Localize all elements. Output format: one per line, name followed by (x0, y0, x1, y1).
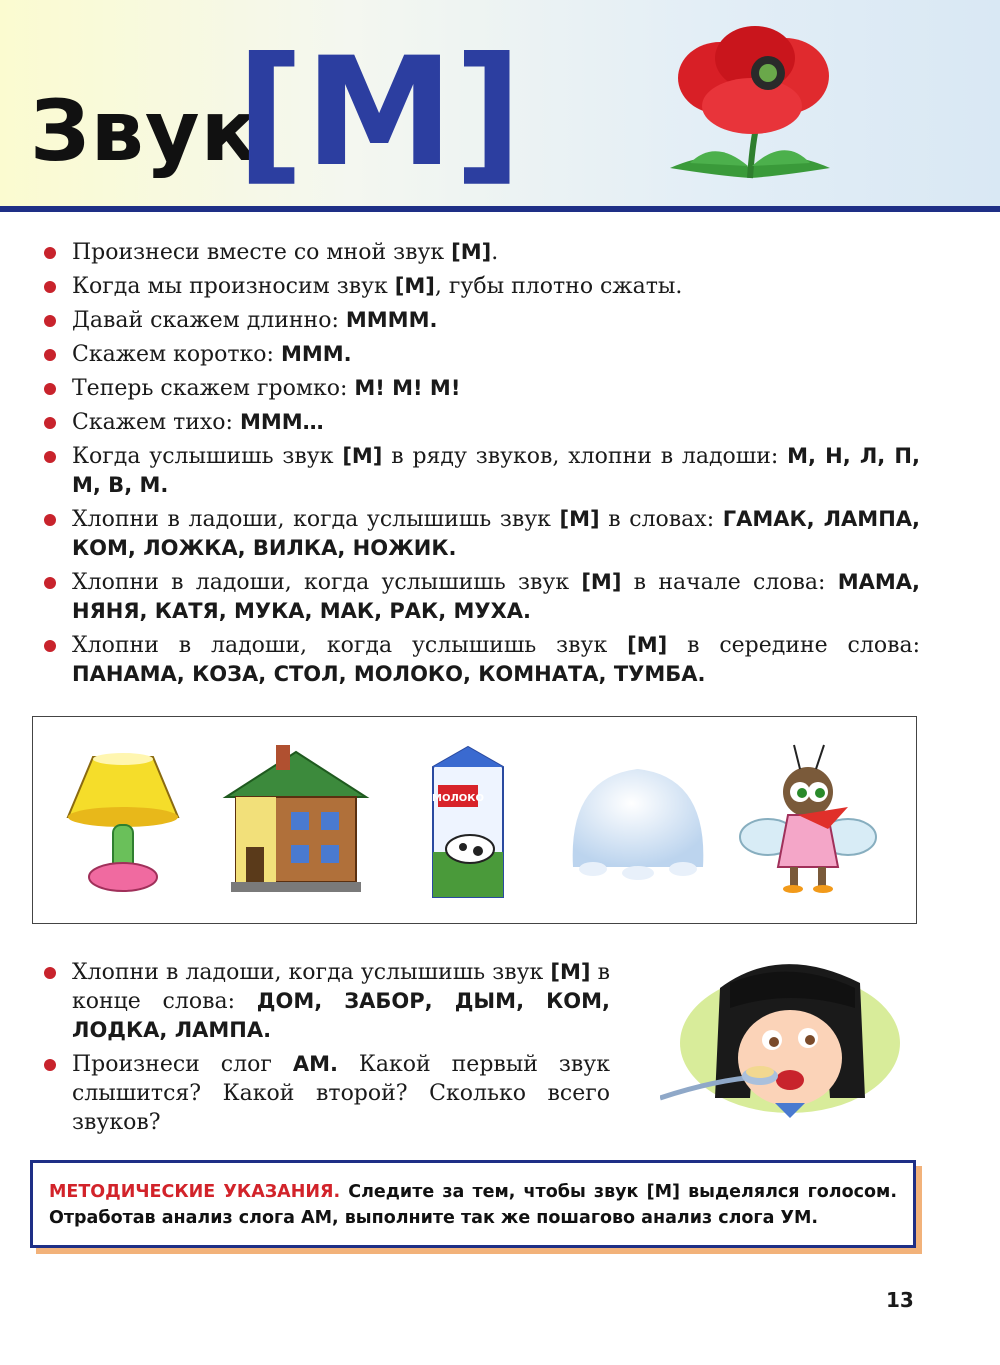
girl-eating-image (660, 948, 900, 1118)
lamp-image (63, 737, 183, 907)
note-body: Следите за тем, чтобы звук [М] выделялся голосом. Отработав анализ слога АМ, выполните так же пошагово анализ слога УМ. (49, 1182, 897, 1228)
bullet-icon (44, 451, 56, 463)
fly-image (738, 737, 878, 912)
task-item: Хлопни в ладоши, когда услышишь звук [М] в конце слова: ДОМ, ЗАБОР, ДЫМ, КОМ, ЛОДКА, ЛАМПА. (40, 958, 610, 1045)
note-text (49, 1179, 897, 1231)
task-list (40, 238, 920, 694)
page-number: 13 (886, 1288, 914, 1312)
task-item: Хлопни в ладоши, когда услышишь звук [М] в начале слова: МАМА, НЯНЯ, КАТЯ, МУКА, МАК, РАК, МУХА. (40, 568, 920, 626)
header-rule (0, 206, 1000, 212)
bullet-icon (44, 967, 56, 979)
title-sound: [М] (236, 26, 523, 200)
task-item: Давай скажем длинно: ММММ. (40, 306, 920, 335)
bullet-icon (44, 281, 56, 293)
bullet-icon (44, 640, 56, 652)
poppy-flower-image (660, 18, 840, 190)
bullet-icon (44, 247, 56, 259)
bullet-icon (44, 417, 56, 429)
page-title: Звук (30, 82, 259, 180)
bullet-icon (44, 315, 56, 327)
note-label: МЕТОДИЧЕСКИЕ УКАЗАНИЯ. (49, 1182, 341, 1202)
bullet-icon (44, 577, 56, 589)
bullet-icon (44, 349, 56, 361)
methodical-note (30, 1160, 916, 1248)
snowball-image (563, 737, 713, 907)
bullet-icon (44, 383, 56, 395)
picture-strip (32, 716, 917, 924)
task-item: Произнеси слог АМ. Какой первый звук слышится? Какой второй? Сколько всего звуков? (40, 1050, 610, 1137)
milk-label: МОЛОКО (432, 793, 484, 804)
milk-carton-image (418, 737, 518, 912)
task-list-2 (40, 958, 610, 1142)
task-item: Когда услышишь звук [М] в ряду звуков, хлопни в ладоши: М, Н, Л, П, М, В, М. (40, 442, 920, 500)
task-item: Произнеси вместе со мной звук [М]. (40, 238, 920, 267)
bullet-icon (44, 1059, 56, 1071)
task-item: Скажем коротко: МММ. (40, 340, 920, 369)
task-item: Теперь скажем громко: М! М! М! (40, 374, 920, 403)
house-image (221, 737, 371, 907)
task-item: Когда мы произносим звук [М], губы плотно сжаты. (40, 272, 920, 301)
task-item: Скажем тихо: МММ… (40, 408, 920, 437)
bullet-icon (44, 514, 56, 526)
task-item: Хлопни в ладоши, когда услышишь звук [М] в середине слова: ПАНАМА, КОЗА, СТОЛ, МОЛОКО, КОМНАТА, ТУМБА. (40, 631, 920, 689)
task-item: Хлопни в ладоши, когда услышишь звук [М] в словах: ГАМАК, ЛАМПА, КОМ, ЛОЖКА, ВИЛКА, НОЖИК. (40, 505, 920, 563)
